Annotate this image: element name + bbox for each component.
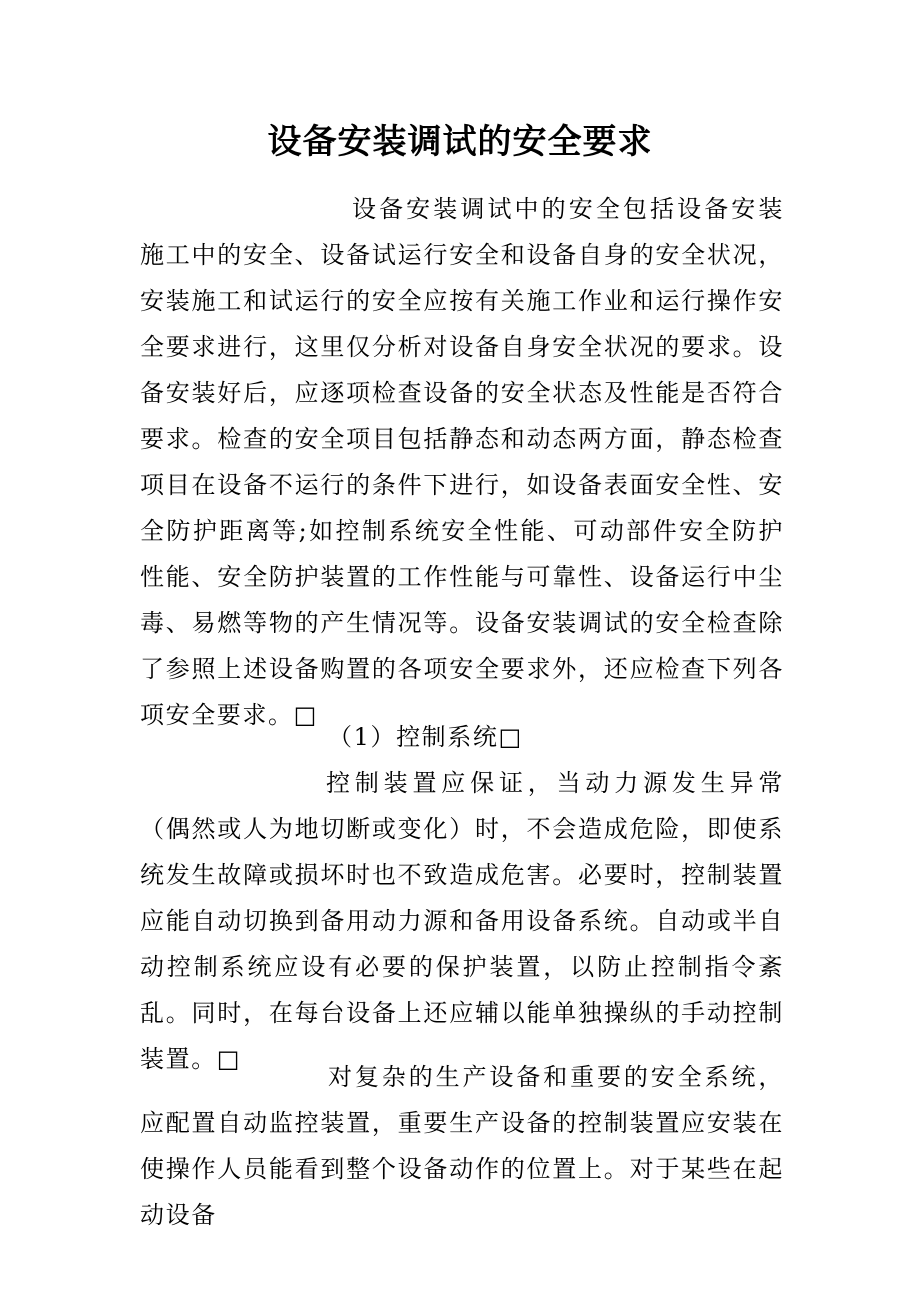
page-title: 设备安装调试的安全要求 — [267, 122, 653, 162]
monitoring-paragraph: 对复杂的生产设备和重要的安全系统，应配置自动监控装置，重要生产设备的控制装置应安装在使操作人员能看到整个设备动作的位置上。对于某些在起动设备 — [140, 1063, 784, 1229]
control-device-paragraph: 控制装置应保证，当动力源发生异常（偶然或人为地切断或变化）时，不会造成危险，即使系统发生故障或损坏时也不致造成危害。必要时，控制装置应能自动切换到备用动力源和备用设备系统。自动或半自动控制系统应设有必要的保护装置，以防止控制指令紊乱。同时，在每台设备上还应辅以能单独操纵的手动控制装置。□ — [140, 769, 784, 1073]
intro-paragraph: 设备安装调试中的安全包括设备安装施工中的安全、设备试运行安全和设备自身的安全状况，安装施工和试运行的安全应按有关施工作业和运行操作安全要求进行，这里仅分析对设备自身安全状况的要求。设备安装好后，应逐项检查设备的安全状态及性能是否符合要求。检查的安全项目包括静态和动态两方面，静态检查项目在设备不运行的条件下进行，如设备表面安全性、安全防护距离等;如控制系统安全性能、可动部件安全防护性能、安全防护装置的工作性能与可靠性、设备运行中尘毒、易燃等物的产生情况等。设备安装调试的安全检查除了参照上述设备购置的各项安全要求外，还应检查下列各项安全要求。□ — [140, 195, 784, 729]
section-heading-control-system: （1）控制系统□ — [328, 723, 523, 751]
